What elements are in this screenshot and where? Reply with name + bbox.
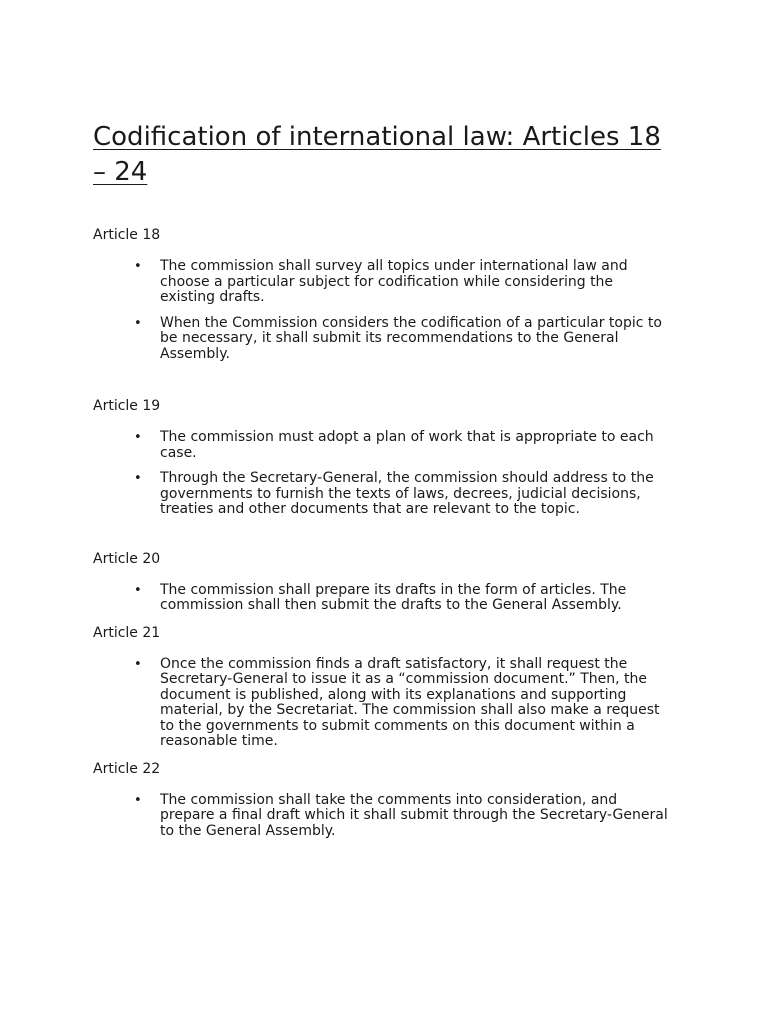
article-20-section <box>93 550 672 614</box>
list-item <box>93 583 672 614</box>
bullet-list <box>93 657 672 750</box>
bullet-icon: • <box>134 582 142 598</box>
list-item <box>93 793 672 840</box>
article-heading: Article 18 <box>93 227 161 243</box>
article-heading: Article 19 <box>93 398 161 414</box>
list-item <box>93 259 672 306</box>
bullet-list <box>93 259 672 362</box>
bullet-icon: • <box>134 430 142 445</box>
bullet-icon: • <box>134 656 142 672</box>
list-item <box>93 430 672 461</box>
list-item-text: The commission must adopt a plan of work that is appropriate to each case. <box>160 429 654 461</box>
list-item <box>93 471 672 518</box>
list-item-text: The commission shall survey all topics under international law and choose a particular subject for codification while considering the existing drafts. <box>160 258 628 305</box>
list-item <box>93 316 672 363</box>
list-item <box>93 657 672 750</box>
document-title: Codification of international law: Articles 18 – 24 <box>93 122 661 187</box>
bullet-icon: • <box>134 259 142 274</box>
list-item-text: The commission shall take the comments into consideration, and prepare a final draft which it shall submit through the Secretary-General to the General Assembly. <box>160 791 668 839</box>
list-item-text: Through the Secretary-General, the commission should address to the governments to furnish the texts of laws, decrees, judicial decisions, treaties and other documents that are relevant to the topic. <box>160 470 654 517</box>
bullet-icon: • <box>134 315 142 331</box>
article-21-section <box>93 624 672 750</box>
bullet-list <box>93 583 672 614</box>
list-item-text: The commission shall prepare its drafts in the form of articles. The commission shall then submit the drafts to the General Assembly. <box>160 581 627 613</box>
bullet-icon: • <box>134 471 142 486</box>
article-heading: Article 20 <box>93 550 161 567</box>
list-item-text: Once the commission finds a draft satisfactory, it shall request the Secretary-General to issue it as a “commission document.” Then, the document is published, along with its explanations and supporting material, by the Secretariat. The commission shall also make a request to the governments to submit comments on this document within a reasonable time. <box>160 655 660 749</box>
article-18-section <box>93 226 672 362</box>
list-item-text: When the Commission considers the codification of a particular topic to be necessary, it shall submit its recommendations to the General Assembly. <box>160 314 662 362</box>
bullet-list <box>93 430 672 518</box>
article-22-section <box>93 760 672 840</box>
bullet-icon: • <box>134 792 142 808</box>
article-heading: Article 21 <box>93 624 161 641</box>
bullet-list <box>93 793 672 840</box>
article-heading: Article 22 <box>93 760 161 777</box>
article-19-section <box>93 397 672 518</box>
